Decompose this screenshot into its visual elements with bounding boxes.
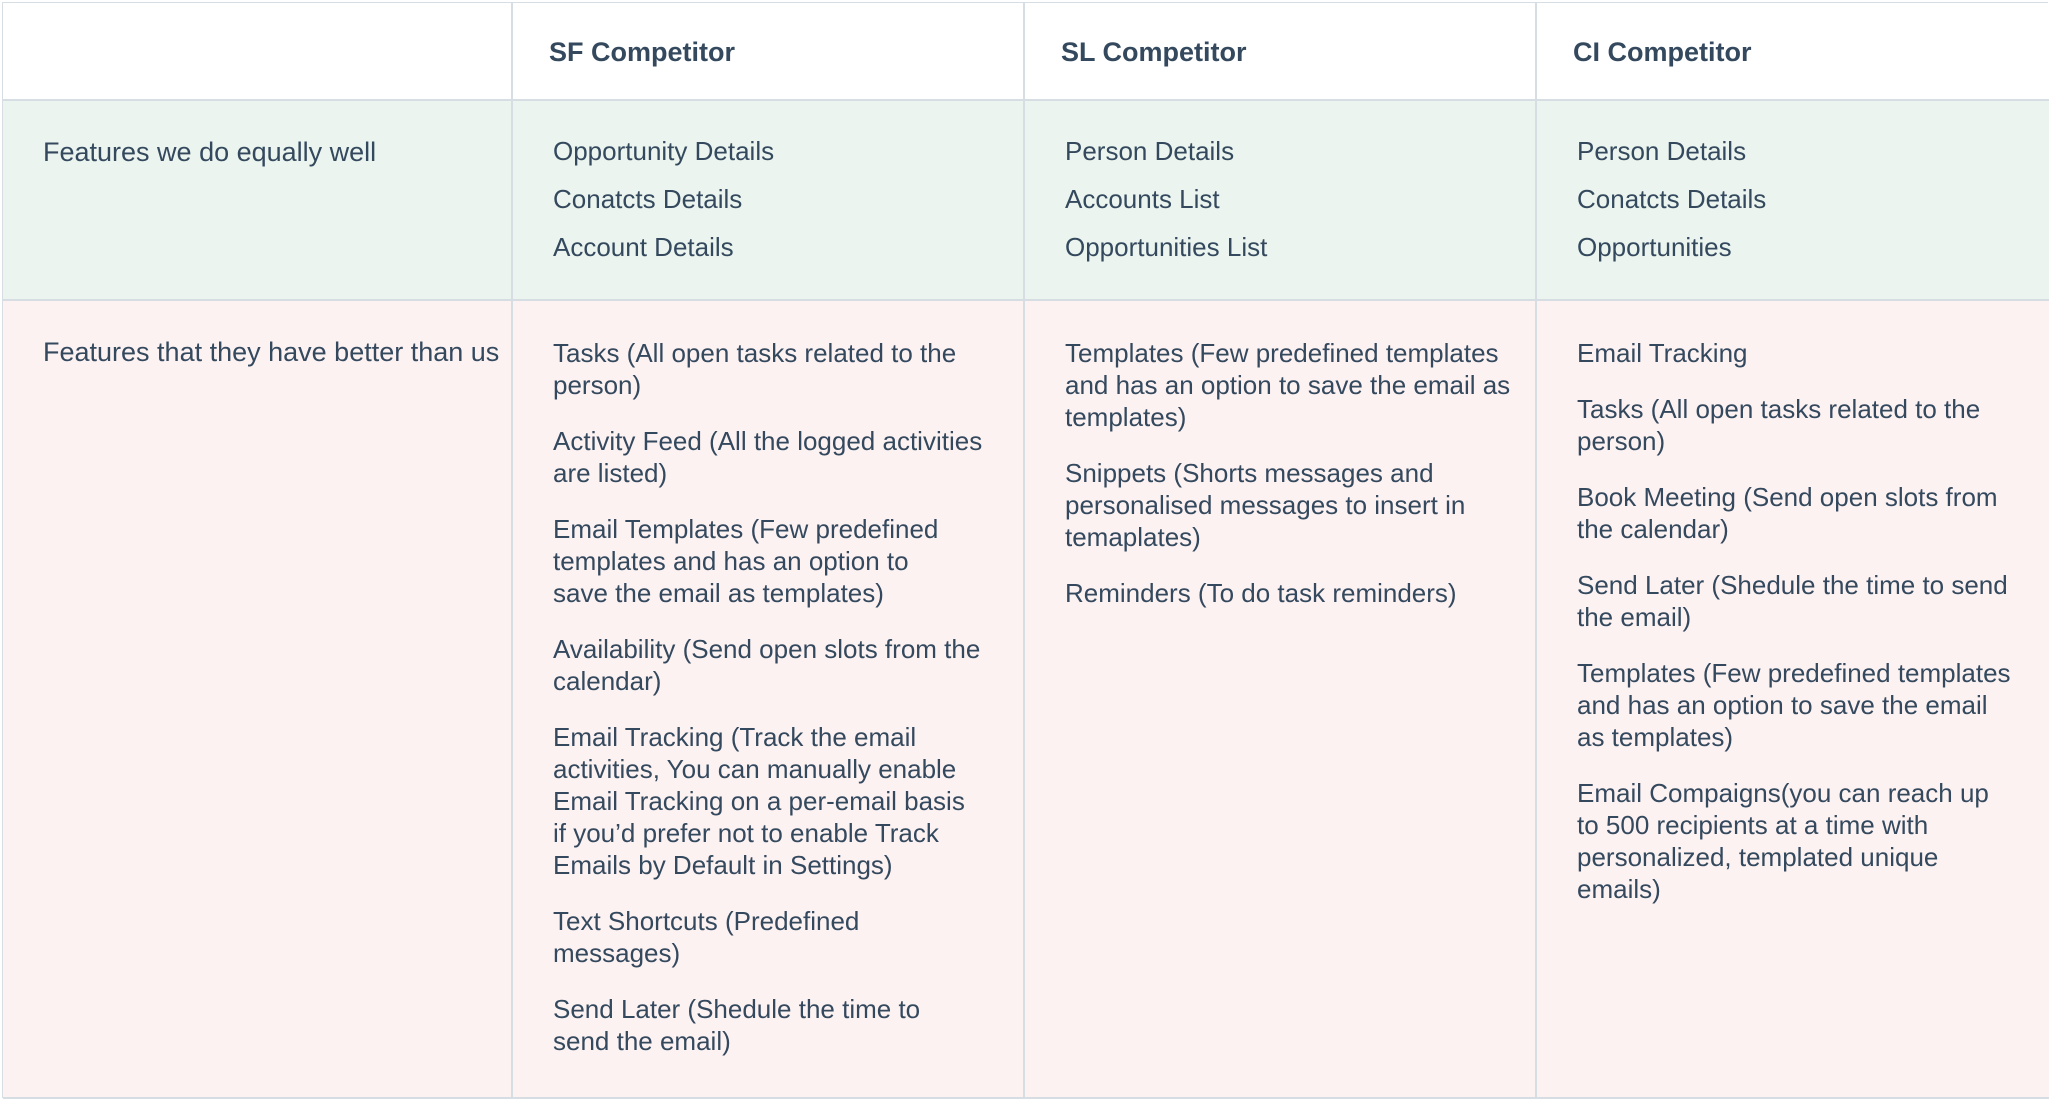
column-header-ci: CI Competitor [1537, 3, 2049, 101]
feature-item: Email Templates (Few predefined templates and has an option to save the email as templates) [553, 514, 939, 608]
feature-item: Account Details [553, 232, 734, 262]
feature-list [1537, 301, 2049, 905]
feature-item: Person Details [1577, 136, 1747, 166]
cell-equal-sf [513, 101, 1025, 301]
feature-item: Opportunity Details [553, 136, 775, 166]
cell-better-sf [513, 301, 1025, 1099]
feature-item: Email Tracking (Track the email activities, You can manually enable Email Tracking on a per-email basis if you’d prefer not to enable Track Emails by Default in Settings) [553, 722, 965, 880]
column-header-sl: SL Competitor [1025, 3, 1537, 101]
feature-item: Send Later (Shedule the time to send the email) [1577, 570, 2008, 632]
feature-item: Send Later (Shedule the time to send the email) [553, 994, 921, 1056]
feature-item: Templates (Few predefined templates and has an option to save the email as templates) [1577, 658, 2011, 752]
feature-item: Availability (Send open slots from the calendar) [553, 634, 981, 696]
feature-list [1025, 101, 1535, 263]
feature-item: Activity Feed (All the logged activities are listed) [553, 426, 983, 488]
column-header-sf: SF Competitor [513, 3, 1025, 101]
feature-item: Snippets (Shorts messages and personalised messages to insert in temaplates) [1065, 458, 1466, 552]
row-label-equal: Features we do equally well [43, 137, 377, 167]
cell-better-sl [1025, 301, 1537, 1099]
feature-item: Conatcts Details [553, 184, 743, 214]
feature-item: Opportunities [1577, 232, 1732, 262]
feature-item: Text Shortcuts (Predefined messages) [553, 906, 860, 968]
feature-item: Email Compaigns(you can reach up to 500 recipients at a time with personalized, templated unique emails) [1577, 778, 1989, 904]
feature-item: Templates (Few predefined templates and has an option to save the email as templates) [1065, 338, 1511, 432]
comparison-table [2, 2, 2048, 1098]
row-label-better: Features that they have better than us [43, 337, 500, 367]
feature-item: Book Meeting (Send open slots from the calendar) [1577, 482, 1998, 544]
cell-equal-ci [1537, 101, 2049, 301]
feature-item: Opportunities List [1065, 232, 1268, 262]
feature-item: Accounts List [1065, 184, 1220, 214]
feature-item: Tasks (All open tasks related to the person) [553, 338, 957, 400]
header-corner-cell [3, 3, 513, 101]
feature-item: Conatcts Details [1577, 184, 1767, 214]
feature-item: Reminders (To do task reminders) [1065, 578, 1457, 608]
feature-item: Person Details [1065, 136, 1235, 166]
feature-list [1537, 101, 2049, 263]
feature-list [1025, 301, 1535, 609]
row-label-cell-better [3, 301, 513, 1099]
feature-list [513, 301, 1023, 1057]
row-label-cell-equal [3, 101, 513, 301]
feature-item: Tasks (All open tasks related to the person) [1577, 394, 1981, 456]
cell-equal-sl [1025, 101, 1537, 301]
feature-item: Email Tracking [1577, 338, 1748, 368]
feature-list [513, 101, 1023, 263]
cell-better-ci [1537, 301, 2049, 1099]
